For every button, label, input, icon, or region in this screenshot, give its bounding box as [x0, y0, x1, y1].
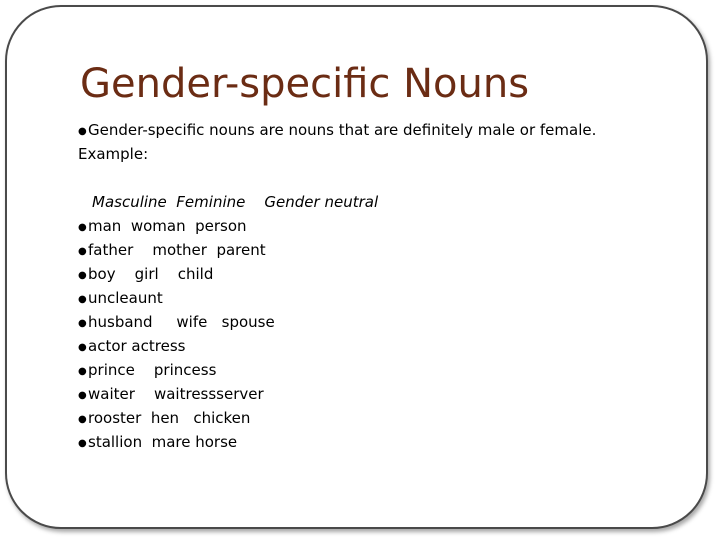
table-header: Masculine Feminine Gender neutral — [92, 193, 379, 211]
list-item-text: stallion mare horse — [88, 433, 238, 451]
list-item — [78, 358, 678, 382]
bullet-dot-icon: ● — [78, 390, 87, 401]
bullet-dot-icon: ● — [78, 222, 87, 233]
bullet-dot-icon: ● — [78, 246, 87, 257]
intro-text: Gender-specific nouns are nouns that are definitely male or female. — [88, 121, 597, 139]
list-item — [78, 382, 678, 406]
list-item-text: rooster hen chicken — [88, 409, 251, 427]
list-item — [78, 238, 678, 262]
list-item — [78, 262, 678, 286]
list-item-text: husband wife spouse — [88, 313, 275, 331]
list-item-text: father mother parent — [88, 241, 266, 259]
list-item — [78, 310, 678, 334]
list-item-text: prince princess — [88, 361, 217, 379]
list-item-text: man woman person — [88, 217, 247, 235]
bullet-dot-icon: ● — [78, 294, 87, 305]
list-item-text: boy girl child — [88, 265, 214, 283]
bullet-dot-icon: ● — [78, 126, 87, 137]
list-item — [78, 406, 678, 430]
slide-content — [78, 118, 678, 454]
bullet-dot-icon: ● — [78, 270, 87, 281]
list-item — [78, 334, 678, 358]
bullet-dot-icon: ● — [78, 342, 87, 353]
list-item — [78, 214, 678, 238]
bullet-dot-icon: ● — [78, 318, 87, 329]
intro-bullet — [78, 118, 678, 142]
slide-title: Gender-specific Nouns — [80, 61, 530, 107]
blank-line — [78, 166, 678, 190]
example-label: Example: — [78, 145, 149, 163]
bullet-dot-icon: ● — [78, 438, 87, 449]
list-item-text: uncleaunt — [88, 289, 163, 307]
list-item — [78, 286, 678, 310]
bullet-dot-icon: ● — [78, 366, 87, 377]
list-item-text: actor actress — [88, 337, 186, 355]
list-item-text: waiter waitressserver — [88, 385, 264, 403]
list-item — [78, 430, 678, 454]
bullet-dot-icon: ● — [78, 414, 87, 425]
